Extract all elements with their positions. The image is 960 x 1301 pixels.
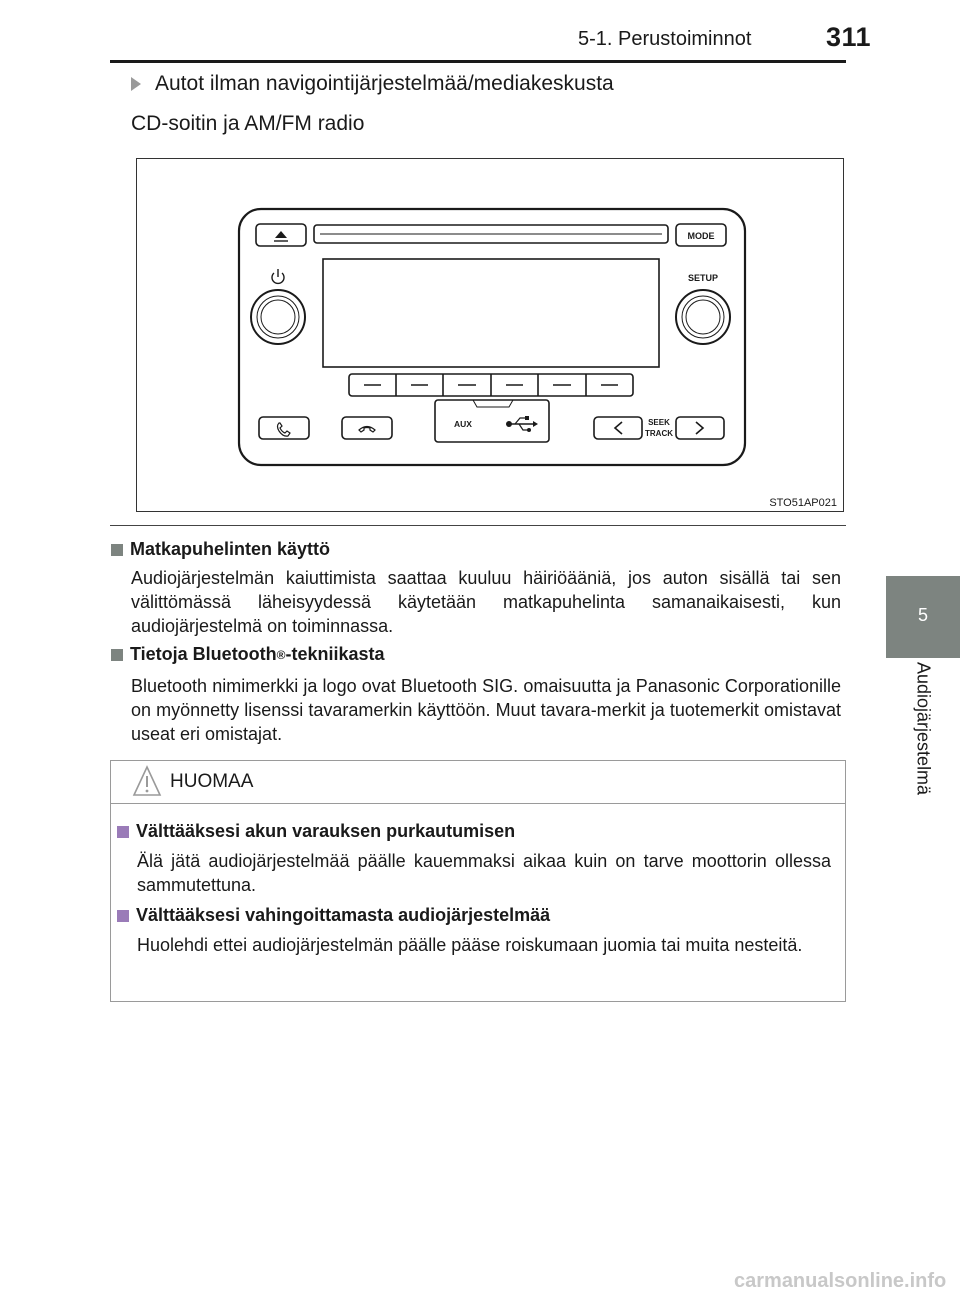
square-bullet-icon [117,826,129,838]
audio-unit-illustration [137,159,845,513]
audio-unit-figure [136,158,844,512]
notice-header [111,761,845,804]
seek-forward-button [676,417,724,439]
header-divider [110,60,846,63]
notice-item-body-battery: Älä jätä audiojärjestelmää päälle kauemmaksi aikaa kuin on tarve moottorin ollessa sammutettuna. [137,851,831,895]
track-label: TRACK [645,429,673,438]
square-bullet-icon [111,544,123,556]
page-number: 311 [826,22,872,52]
notice-label: HUOMAA [170,771,254,792]
notice-item-title-text: Välttääksesi vahingoittamasta audiojärjestelmää [136,905,551,925]
section-body-bluetooth: Bluetooth nimimerkki ja logo ovat Bluetooth SIG. omaisuutta ja Panasonic Corporationille on myönnetty lisenssi tavaramerkin käyttöön. Muut tavara-merkit ja tuotemerkit omistavat useat eri omistajat. [131,676,841,744]
section-title-bluetooth [111,644,385,665]
seek-back-button [594,417,642,439]
watermark: carmanualsonline.info [734,1270,947,1292]
triangle-bullet-icon [131,77,141,91]
notice-item-title-text: Välttääksesi akun varauksen purkautumisen [136,821,516,841]
aux-usb-panel [435,400,549,442]
seek-label: SEEK [648,418,670,427]
mode-label: MODE [687,231,715,241]
notice-box [110,760,846,1002]
section-title-mobile-phones [111,539,330,560]
subheading-text: Autot ilman navigointijärjestelmää/mediakeskusta [155,72,614,95]
section-title-suffix: -tekniikasta [285,644,385,664]
side-tab-label [886,658,960,818]
figure-code: STO51AP021 [769,497,837,509]
side-tab-number: 5 [886,576,960,658]
notice-item-body-damage: Huolehdi ettei audiojärjestelmän päälle pääse roiskumaan juomia tai muita nesteitä. [137,935,803,955]
section-title-text: Tietoja Bluetooth [130,644,277,664]
side-tab-label-text: Audiojärjestelmä [913,662,934,796]
section-title-text: Matkapuhelinten käyttö [130,539,331,559]
warning-triangle-icon [132,765,162,797]
section-body-mobile-phones: Audiojärjestelmän kaiuttimista saattaa kuuluu häiriöääniä, jos auton sisällä tai sen välittömässä läheisyydessä käytetään matkapuhelinta samanaikaisesti, kun audiojärjestelmä on toiminnassa. [131,568,841,636]
square-bullet-icon [117,910,129,922]
aux-label: AUX [454,419,472,429]
registered-mark: ® [276,647,286,662]
square-bullet-icon [111,649,123,661]
notice-item-title-damage [117,905,550,926]
notice-item-title-battery [117,821,515,842]
subheading [131,72,614,96]
section-divider [110,525,846,526]
figure-caption: CD-soitin ja AM/FM radio [131,112,365,135]
setup-label: SETUP [687,273,719,283]
display-screen [323,259,659,367]
chapter-title: 5-1. Perustoiminnot [578,28,752,50]
